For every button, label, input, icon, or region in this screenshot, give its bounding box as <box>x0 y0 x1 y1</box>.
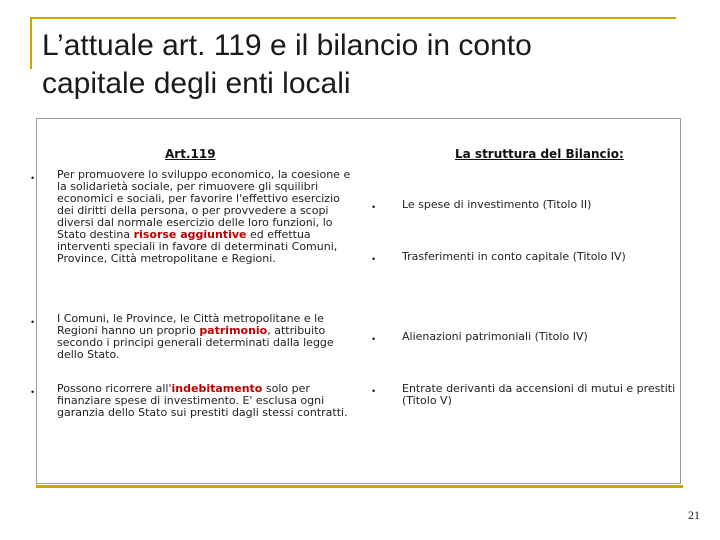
right-column-heading: La struttura del Bilancio: <box>455 147 624 161</box>
bullet-icon: • <box>372 386 376 396</box>
bullet-icon: • <box>31 317 35 327</box>
left-item-2-text: I Comuni, le Province, le Città metropolitane e le Regioni hanno un proprio <box>57 312 324 337</box>
left-item-2 <box>57 313 352 361</box>
bullet-icon: • <box>372 254 376 264</box>
bullet-icon: • <box>372 334 376 344</box>
title-line-1: L’attuale art. 119 e il bilancio in conto <box>42 29 532 62</box>
left-item-1-text-end: ed effettua interventi speciali in favore di determinati Comuni, Province, Città metropolitane e Regioni. <box>57 228 338 265</box>
right-item-1: Le spese di investimento (Titolo II) <box>402 198 592 211</box>
bullet-icon: • <box>31 173 35 183</box>
right-item-3: Alienazioni patrimoniali (Titolo IV) <box>402 330 588 343</box>
left-item-1 <box>57 169 352 265</box>
title-frame-top <box>30 17 676 19</box>
left-item-3-highlight: indebitamento <box>171 382 263 395</box>
left-column-heading: Art.119 <box>165 147 216 161</box>
bullet-icon: • <box>31 387 35 397</box>
left-item-3 <box>57 383 352 419</box>
left-item-2-text-end: , attribuito secondo i principi generali determinati dalla legge dello Stato. <box>57 324 334 361</box>
title-frame-left <box>30 17 32 69</box>
left-item-2-highlight: patrimonio <box>199 324 268 337</box>
left-item-3-text: Possono ricorrere all' <box>57 382 172 395</box>
panel-bottom-rule <box>36 485 683 488</box>
bullet-icon: • <box>372 202 376 212</box>
left-item-3-text-end: solo per finanziare spese di investimento. E' esclusa ogni garanzia dello Stato sui prestiti dagli stessi contratti. <box>57 382 348 419</box>
right-item-4: Entrate derivanti da accensioni di mutui e prestiti (Titolo V) <box>402 382 676 407</box>
content-panel <box>31 118 681 484</box>
title-line-2: capitale degli enti locali <box>42 67 351 100</box>
slide-title <box>42 27 682 103</box>
left-item-1-highlight: risorse aggiuntive <box>133 228 247 241</box>
left-item-1-text: Per promuovere lo sviluppo economico, la coesione e la solidarietà sociale, per rimuovere gli squilibri economici e sociali, per favorire l'effettivo esercizio dei diritti della persona, o per provvedere a scopi diversi dal normale esercizio delle loro funzioni, lo Stato destina <box>57 168 351 241</box>
right-item-2: Trasferimenti in conto capitale (Titolo IV) <box>402 250 626 263</box>
page-number: 21 <box>688 508 700 522</box>
